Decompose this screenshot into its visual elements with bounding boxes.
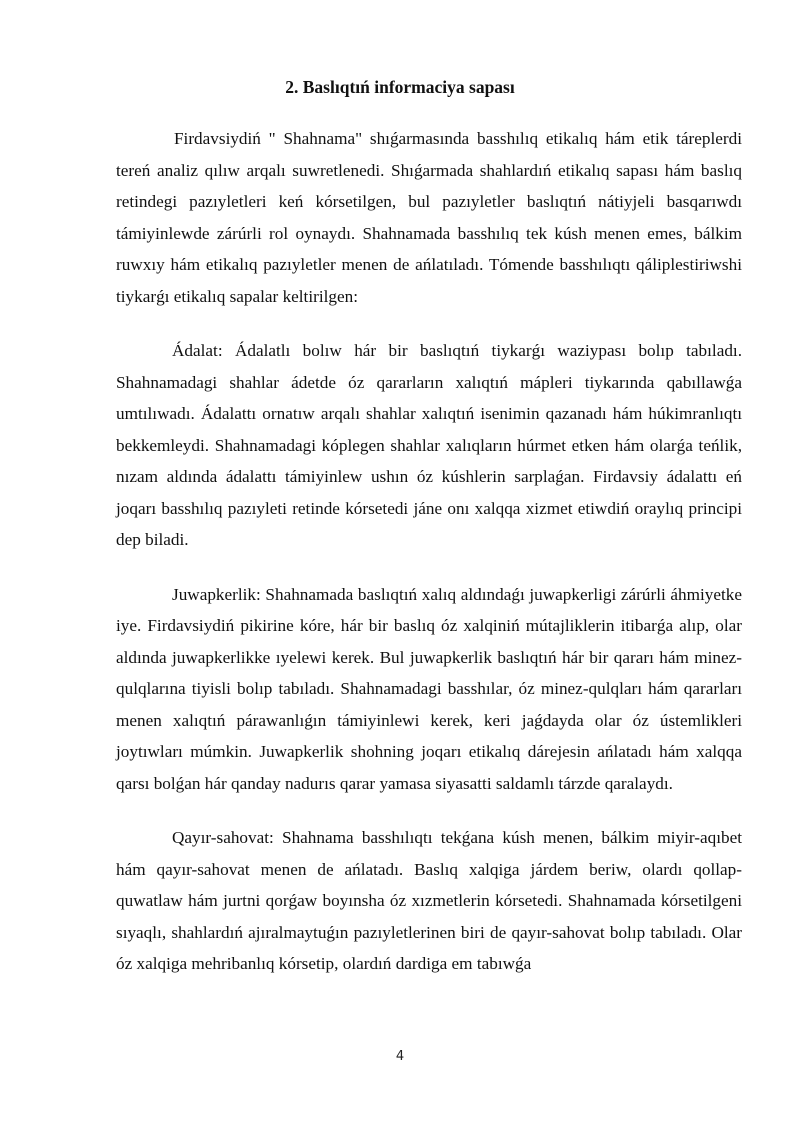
section-heading: 2. Baslıqtıń informaciya sapası — [285, 77, 515, 97]
paragraph-juwapkerlik: Juwapkerlik: Shahnamada baslıqtıń xalıq aldındaǵı juwapkerligi zárúrli áhmiyetke iye. Firdavsiydiń pikirine kóre, hár bir baslıq óz xalqiniń mútajliklerin itibarǵa alıp, olar aldında juwapkerlikke ıyelewi kerek. Bul juwapkerlik baslıqtıń hár bir qararı hám minez-qulqlarına tiyisli bolıp tabıladı. Shahnamadagi basshılar, óz minez-qulqları hám qararları menen xalıqtıń párawanlıǵın támiyinlewi kerek, keri jaǵdayda olar óz ústemlikleri joytıwları múmkin. Juwapkerlik shohning joqarı etikalıq dárejesin ańlatadı hám xalqqa qarsı bolǵan hár qanday nadurıs qarar yamasa siyasatti saldamlı tárzde qaralaydı. — [116, 584, 742, 793]
paragraph-qayir-sahovat: Qayır-sahovat: Shahnama basshılıqtı tekǵana kúsh menen, bálkim miyir-aqıbet hám qayır-sahovat menen de ańlatadı. Baslıq xalqiga járdem beriw, olardı qollap-quwatlaw hám jurtni qorǵaw boyınsha óz xızmetlerin kórsetedi. Shahnamada kórsetilgeni sıyaqlı, shahlardıń ajıralmaytuǵın pazıyletlerinen biri de qayır-sahovat bolıp tabıladı. Olar óz xalqiga mehribanlıq kórsetip, olardıń dardiga em tabıwǵa — [116, 828, 742, 973]
paragraph-intro: Firdavsiydiń " Shahnama" shıǵarmasında basshılıq etikalıq hám etik táreplerdi tereń analiz qılıw arqalı suwretlenedi. Shıǵarmada shahlardıń etikalıq sapası hám baslıq retindegi pazıyletleri keń kórsetilgen, bul pazıyletler baslıqtıń nátiyjeli basqarıwdı támiyinlewde zárúrli rol oynaydı. Shahnamada basshılıq tek kúsh menen emes, bálkim ruwxıy hám etikalıq pazıyletler menen de ańlatıladı. Tómende basshılıqtı qáliplestiriwshi tiykarǵı etikalıq sapalar keltirilgen: — [116, 129, 742, 306]
page-number: 4 — [395, 1049, 405, 1064]
paragraph-adalat: Ádalat: Ádalatlı bolıw hár bir baslıqtıń tiykarǵı waziypası bolıp tabıladı. Shahnamadagi shahlar ádetde óz qararların xalıqtıń mápleri tiykarında qabıllawǵa umtılıwadı. Ádalattı ornatıw arqalı shahlar xalıqtıń isenimin qazanadı hám húkimranlıqtı bekkemleydi. Shahnamadagi kóplegen shahlar xalıqların húrmet etken hám olarǵa teńlik, nızam aldında ádalattı támiyinlew ushın óz kúshlerin sarplaǵan. Firdavsiy ádalattı eń joqarı basshılıq pazıyleti retinde kórsetedi jáne onı xalqqa xizmet etiwdiń oraylıq principi dep biladi. — [116, 341, 742, 549]
body-text — [116, 123, 742, 1003]
